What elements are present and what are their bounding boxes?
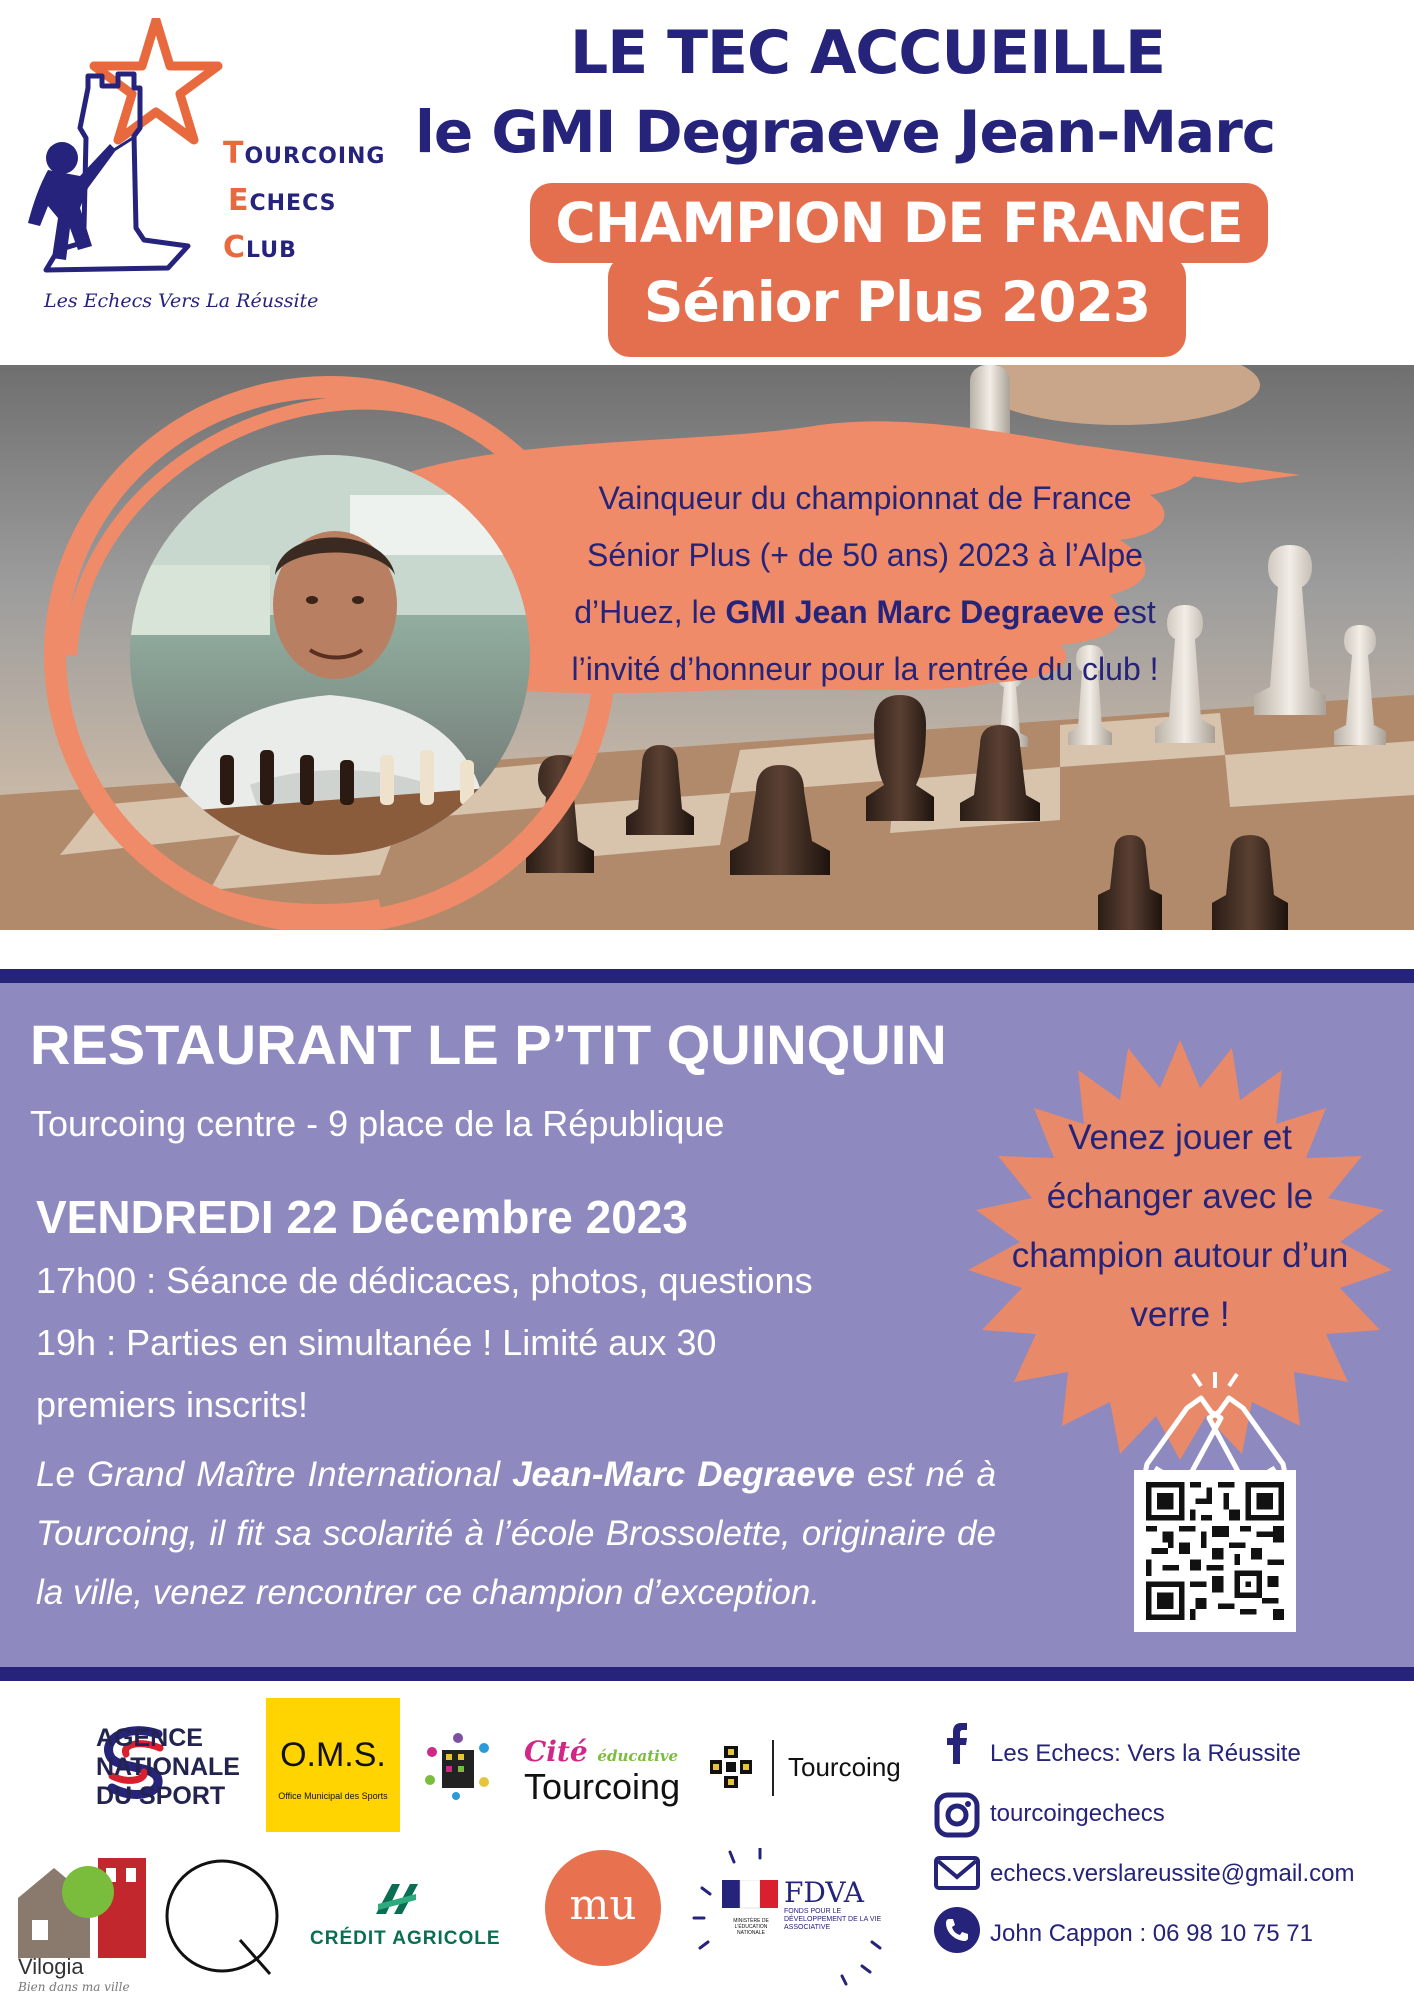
credit-agricole-name: CRÉDIT AGRICOLE (310, 1928, 501, 1949)
event-date: VENDREDI 22 Décembre 2023 (36, 1191, 688, 1243)
program-line-3: premiers inscrits! (36, 1384, 309, 1425)
logo-line-echecs: ECHECS (228, 183, 337, 218)
tourcoing-city-label: Tourcoing (788, 1752, 901, 1782)
oms-logo (266, 1698, 400, 1832)
intro-highlight: GMI Jean Marc Degraeve (725, 594, 1105, 630)
fdva-ministry: MINISTÈRE DE L'ÉDUCATION NATIONALE (733, 1918, 769, 1936)
title-line-1: LE TEC ACCUEILLE (570, 18, 1165, 88)
header (0, 0, 1414, 365)
champion-title-box: CHAMPION DE FRANCE (530, 183, 1268, 263)
divider-bottom (0, 1667, 1414, 1681)
mu-logo-text: mu (569, 1880, 637, 1929)
champion-portrait (130, 455, 530, 855)
champion-bio: Le Grand Maître International Jean-Marc Degraeve est né à Tourcoing, il fit sa scolarité à l’école Brossolette, originaire de la ville, venez rencontrer ce champion d’exception. (36, 1455, 996, 1612)
vilogia-tagline: Bien dans ma ville (18, 1980, 130, 1994)
title-line-2: le GMI Degraeve Jean-Marc (415, 98, 1276, 166)
divider-top (0, 969, 1414, 983)
fdva-subtitle: FONDS POUR LE DÉVELOPPEMENT DE LA VIE ASSOCIATIVE (784, 1908, 882, 1931)
oms-full-name: Office Municipal des Sports (278, 1791, 388, 1801)
french-republic-flag-icon (722, 1880, 778, 1918)
intro-text: Vainqueur du championnat de France Sénior Plus (+ de 50 ans) 2023 à l’Alpe d’Huez, le GMI Jean Marc Degraeve est l’invité d’honneur pour la rentrée du club ! (571, 480, 1159, 687)
program-line-2: 19h : Parties en simultanée ! Limité aux 30 (36, 1322, 717, 1363)
venue-name: RESTAURANT LE P’TIT QUINQUIN (30, 1013, 947, 1076)
cite-educative-icon (422, 1730, 492, 1800)
facebook-icon[interactable] (932, 1718, 982, 1768)
champion-subtitle-box: Sénior Plus 2023 (608, 255, 1186, 357)
email-icon[interactable] (932, 1848, 982, 1898)
vilogia-name: Vilogia (18, 1954, 84, 1979)
program-line-1: 17h00 : Séance de dédicaces, photos, questions (36, 1260, 813, 1301)
agence-nationale-sport-text: AGENCE NATIONALE DU SPORT (96, 1724, 240, 1810)
q-circle-logo (162, 1856, 286, 1980)
starburst-text: Venez jouer et échanger avec le champion autour d’un verre ! (1011, 1118, 1349, 1334)
venue-address: Tourcoing centre - 9 place de la République (30, 1103, 725, 1144)
logo-line-tourcoing: TOURCOING (223, 136, 386, 171)
fdva-title: FDVA (784, 1876, 864, 1909)
tourcoing-city-icon (708, 1744, 754, 1790)
email-address[interactable]: echecs.verslareussite@gmail.com (990, 1860, 1355, 1887)
cite-educative-name: Cité éducative (524, 1735, 679, 1768)
oms-acronym: O.M.S. (280, 1736, 386, 1774)
phone-contact[interactable]: John Cappon : 06 98 10 75 71 (990, 1920, 1313, 1947)
phone-icon[interactable] (932, 1905, 982, 1955)
qr-code-pattern (1146, 1482, 1284, 1620)
vilogia-logo-icon (18, 1858, 148, 1966)
instagram-icon[interactable] (932, 1790, 982, 1840)
cite-educative-city: Tourcoing (524, 1766, 681, 1807)
qr-code[interactable] (1134, 1470, 1296, 1632)
portrait-photo (130, 455, 530, 855)
tourcoing-separator (772, 1740, 774, 1796)
club-logo (18, 18, 386, 318)
logo-tagline: Les Echecs Vers La Réussite (44, 290, 319, 312)
logo-line-club: CLUB (223, 230, 297, 265)
chess-photo-band (0, 365, 1414, 930)
bio-name: Jean-Marc Degraeve (512, 1455, 855, 1494)
facebook-page-name[interactable]: Les Echecs: Vers la Réussite (990, 1740, 1301, 1767)
credit-agricole-icon (372, 1880, 422, 1920)
instagram-handle[interactable]: tourcoingechecs (990, 1800, 1165, 1827)
